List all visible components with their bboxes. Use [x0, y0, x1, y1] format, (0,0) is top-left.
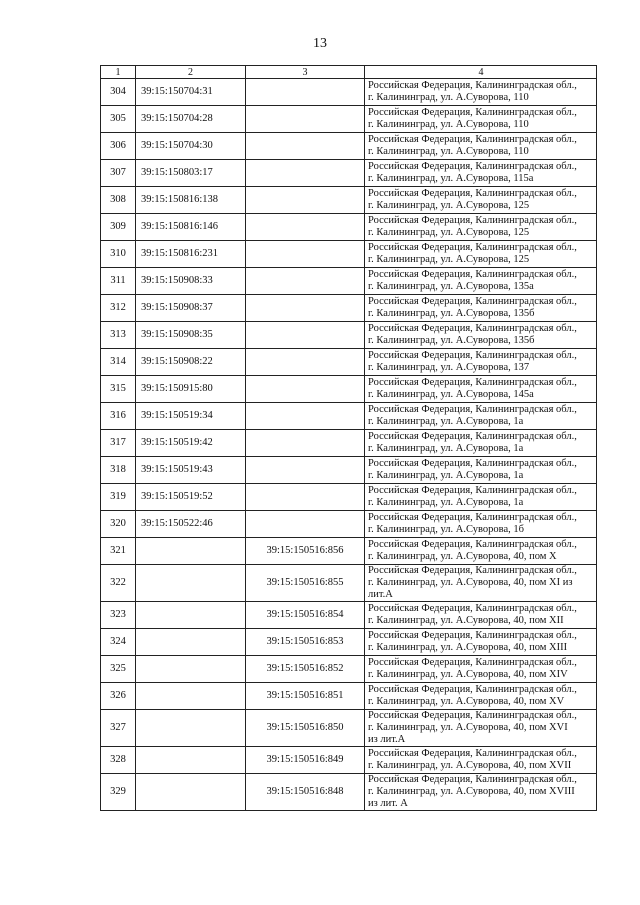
table-row: [101, 160, 597, 187]
address-cell: [365, 268, 597, 295]
address-cell: [365, 602, 597, 629]
table-row: [101, 403, 597, 430]
cadastral-number-col3: 39:15:150516:853: [246, 629, 365, 656]
address-line: г. Калининград, ул. А.Суворова, 1а: [368, 443, 524, 454]
address-line: Российская Федерация, Калининградская обл.,: [368, 377, 577, 388]
address-line: Российская Федерация, Калининградская обл.,: [368, 458, 577, 469]
row-number: 327: [101, 710, 136, 747]
header-col-2: 2: [136, 66, 246, 79]
address-line: г. Калининград, ул. А.Суворова, 110: [368, 92, 529, 103]
header-col-3: 3: [246, 66, 365, 79]
cadastral-number-col3: [246, 187, 365, 214]
cadastral-number-col2: [136, 538, 246, 565]
cadastral-number-col3: 39:15:150516:852: [246, 656, 365, 683]
cadastral-number-col3: [246, 457, 365, 484]
table-row: [101, 602, 597, 629]
address-cell: [365, 656, 597, 683]
address-line: г. Калининград, ул. А.Суворова, 40, пом XII: [368, 615, 564, 626]
row-number: 308: [101, 187, 136, 214]
address-line: Российская Федерация, Калининградская обл.,: [368, 404, 577, 415]
address-cell: [365, 565, 597, 602]
cadastral-number-col3: [246, 403, 365, 430]
cadastral-number-col2: 39:15:150519:43: [136, 457, 246, 484]
address-line: Российская Федерация, Калининградская обл.,: [368, 630, 577, 641]
table-row: [101, 683, 597, 710]
table-row: [101, 106, 597, 133]
cadastral-number-col2: 39:15:150519:52: [136, 484, 246, 511]
cadastral-number-col3: 39:15:150516:850: [246, 710, 365, 747]
address-line: г. Калининград, ул. А.Суворова, 135б: [368, 335, 535, 346]
address-line: г. Калининград, ул. А.Суворова, 40, пом XIV: [368, 669, 568, 680]
address-line: Российская Федерация, Калининградская обл.,: [368, 774, 577, 785]
row-number: 323: [101, 602, 136, 629]
address-line: Российская Федерация, Калининградская обл.,: [368, 188, 577, 199]
table-row: [101, 187, 597, 214]
address-cell: [365, 710, 597, 747]
table-row: [101, 656, 597, 683]
address-line: Российская Федерация, Калининградская обл.,: [368, 296, 577, 307]
table-row: [101, 511, 597, 538]
address-line: г. Калининград, ул. А.Суворова, 115а: [368, 173, 534, 184]
row-number: 315: [101, 376, 136, 403]
row-number: 313: [101, 322, 136, 349]
table-row: [101, 565, 597, 602]
address-line: г. Калининград, ул. А.Суворова, 1а: [368, 470, 524, 481]
address-line: г. Калининград, ул. А.Суворова, 145а: [368, 389, 534, 400]
row-number: 325: [101, 656, 136, 683]
address-cell: [365, 79, 597, 106]
address-cell: [365, 683, 597, 710]
row-number: 309: [101, 214, 136, 241]
address-cell: [365, 187, 597, 214]
cadastral-number-col3: [246, 430, 365, 457]
row-number: 310: [101, 241, 136, 268]
address-cell: [365, 403, 597, 430]
address-cell: [365, 322, 597, 349]
address-cell: [365, 295, 597, 322]
cadastral-number-col3: [246, 349, 365, 376]
address-line: г. Калининград, ул. А.Суворова, 40, пом XIII: [368, 642, 568, 653]
cadastral-number-col3: 39:15:150516:851: [246, 683, 365, 710]
table-row: [101, 484, 597, 511]
address-line: Российская Федерация, Калининградская обл.,: [368, 161, 577, 172]
row-number: 307: [101, 160, 136, 187]
cadastral-number-col2: 39:15:150908:37: [136, 295, 246, 322]
row-number: 304: [101, 79, 136, 106]
cadastral-number-col2: 39:15:150519:34: [136, 403, 246, 430]
cadastral-number-col2: [136, 565, 246, 602]
address-line: из лит.А: [368, 734, 406, 745]
address-cell: [365, 538, 597, 565]
table-row: [101, 295, 597, 322]
cadastral-number-col3: 39:15:150516:849: [246, 747, 365, 774]
address-line: Российская Федерация, Калининградская обл.,: [368, 323, 577, 334]
address-cell: [365, 376, 597, 403]
cadastral-number-col2: [136, 629, 246, 656]
cadastral-number-col2: [136, 710, 246, 747]
table-row: [101, 430, 597, 457]
table-row: [101, 268, 597, 295]
table-row: [101, 349, 597, 376]
address-cell: [365, 747, 597, 774]
address-cell: [365, 349, 597, 376]
cadastral-number-col3: [246, 484, 365, 511]
address-line: г. Калининград, ул. А.Суворова, 125: [368, 200, 530, 211]
row-number: 312: [101, 295, 136, 322]
cadastral-number-col2: [136, 774, 246, 811]
address-line: Российская Федерация, Калининградская обл.,: [368, 684, 577, 695]
cadastral-number-col2: 39:15:150704:28: [136, 106, 246, 133]
address-line: Российская Федерация, Калининградская обл.,: [368, 134, 577, 145]
address-line: г. Калининград, ул. А.Суворова, 40, пом XVI: [368, 722, 568, 733]
address-line: г. Калининград, ул. А.Суворова, 1б: [368, 524, 524, 535]
table-row: [101, 629, 597, 656]
cadastral-number-col3: [246, 295, 365, 322]
address-line: Российская Федерация, Калининградская обл.,: [368, 269, 577, 280]
address-line: лит.А: [368, 589, 393, 600]
cadastral-number-col3: 39:15:150516:855: [246, 565, 365, 602]
address-line: Российская Федерация, Калининградская обл.,: [368, 512, 577, 523]
address-cell: [365, 457, 597, 484]
address-line: г. Калининград, ул. А.Суворова, 1а: [368, 497, 524, 508]
address-line: г. Калининград, ул. А.Суворова, 40, пом X: [368, 551, 557, 562]
address-line: г. Калининград, ул. А.Суворова, 135б: [368, 308, 535, 319]
table-row: [101, 376, 597, 403]
cadastral-number-col2: [136, 747, 246, 774]
cadastral-number-col2: [136, 656, 246, 683]
cadastral-number-col2: 39:15:150522:46: [136, 511, 246, 538]
cadastral-number-col2: 39:15:150816:231: [136, 241, 246, 268]
address-line: г. Калининград, ул. А.Суворова, 135а: [368, 281, 534, 292]
address-cell: [365, 160, 597, 187]
table-row: [101, 710, 597, 747]
table-row: [101, 241, 597, 268]
cadastral-number-col2: 39:15:150915:80: [136, 376, 246, 403]
table-row: [101, 457, 597, 484]
address-cell: [365, 106, 597, 133]
row-number: 305: [101, 106, 136, 133]
cadastral-number-col3: [246, 106, 365, 133]
address-line: г. Калининград, ул. А.Суворова, 1а: [368, 416, 524, 427]
page-number: 13: [313, 36, 327, 51]
cadastral-number-col2: 39:15:150704:31: [136, 79, 246, 106]
row-number: 322: [101, 565, 136, 602]
address-line: Российская Федерация, Калининградская обл.,: [368, 350, 577, 361]
row-number: 321: [101, 538, 136, 565]
cadastral-number-col3: [246, 160, 365, 187]
cadastral-number-col2: [136, 683, 246, 710]
cadastral-number-col2: 39:15:150803:17: [136, 160, 246, 187]
table-row: [101, 747, 597, 774]
cadastral-number-col2: 39:15:150908:33: [136, 268, 246, 295]
address-line: Российская Федерация, Калининградская обл.,: [368, 565, 577, 576]
cadastral-number-col2: 39:15:150908:35: [136, 322, 246, 349]
row-number: 328: [101, 747, 136, 774]
cadastral-number-col2: 39:15:150704:30: [136, 133, 246, 160]
cadastral-number-col3: [246, 241, 365, 268]
row-number: 318: [101, 457, 136, 484]
table-row: [101, 538, 597, 565]
cadastral-number-col2: [136, 602, 246, 629]
table-row: [101, 133, 597, 160]
address-cell: [365, 774, 597, 811]
address-cell: [365, 133, 597, 160]
cadastral-number-col3: 39:15:150516:848: [246, 774, 365, 811]
row-number: 326: [101, 683, 136, 710]
table-row: [101, 79, 597, 106]
row-number: 306: [101, 133, 136, 160]
cadastral-number-col3: [246, 79, 365, 106]
cadastral-number-col2: 39:15:150816:146: [136, 214, 246, 241]
cadastral-number-col3: 39:15:150516:856: [246, 538, 365, 565]
address-line: Российская Федерация, Калининградская обл.,: [368, 603, 577, 614]
address-cell: [365, 484, 597, 511]
address-line: г. Калининград, ул. А.Суворова, 125: [368, 254, 530, 265]
address-line: Российская Федерация, Калининградская обл.,: [368, 242, 577, 253]
address-cell: [365, 511, 597, 538]
row-number: 317: [101, 430, 136, 457]
register-table: [100, 65, 597, 811]
address-line: г. Калининград, ул. А.Суворова, 40, пом XVII: [368, 760, 572, 771]
cadastral-number-col3: [246, 214, 365, 241]
row-number: 319: [101, 484, 136, 511]
address-line: г. Калининград, ул. А.Суворова, 40, пом XV: [368, 696, 565, 707]
address-line: г. Калининград, ул. А.Суворова, 40, пом XI из: [368, 577, 573, 588]
address-line: Российская Федерация, Калининградская обл.,: [368, 107, 577, 118]
address-line: Российская Федерация, Калининградская обл.,: [368, 539, 577, 550]
cadastral-number-col3: 39:15:150516:854: [246, 602, 365, 629]
address-line: Российская Федерация, Калининградская обл.,: [368, 80, 577, 91]
row-number: 311: [101, 268, 136, 295]
cadastral-number-col3: [246, 133, 365, 160]
cadastral-number-col2: 39:15:150519:42: [136, 430, 246, 457]
table-row: [101, 774, 597, 811]
row-number: 324: [101, 629, 136, 656]
address-line: Российская Федерация, Калининградская обл.,: [368, 431, 577, 442]
address-line: г. Калининград, ул. А.Суворова, 137: [368, 362, 530, 373]
address-line: г. Калининград, ул. А.Суворова, 110: [368, 119, 529, 130]
header-col-1: 1: [101, 66, 136, 79]
address-line: г. Калининград, ул. А.Суворова, 110: [368, 146, 529, 157]
address-line: из лит. А: [368, 798, 408, 809]
cadastral-number-col3: [246, 322, 365, 349]
address-line: Российская Федерация, Калининградская обл.,: [368, 748, 577, 759]
cadastral-number-col2: 39:15:150908:22: [136, 349, 246, 376]
cadastral-number-col3: [246, 268, 365, 295]
register-table-body: [101, 66, 597, 811]
header-col-4: 4: [365, 66, 597, 79]
row-number: 320: [101, 511, 136, 538]
row-number: 316: [101, 403, 136, 430]
address-cell: [365, 214, 597, 241]
table-header-row: [101, 66, 597, 79]
address-cell: [365, 629, 597, 656]
cadastral-number-col3: [246, 511, 365, 538]
cadastral-number-col3: [246, 376, 365, 403]
table-row: [101, 322, 597, 349]
address-cell: [365, 430, 597, 457]
address-cell: [365, 241, 597, 268]
address-line: Российская Федерация, Калининградская обл.,: [368, 710, 577, 721]
table-row: [101, 214, 597, 241]
row-number: 329: [101, 774, 136, 811]
address-line: Российская Федерация, Калининградская обл.,: [368, 657, 577, 668]
address-line: г. Калининград, ул. А.Суворова, 125: [368, 227, 530, 238]
address-line: г. Калининград, ул. А.Суворова, 40, пом XVIII: [368, 786, 575, 797]
address-line: Российская Федерация, Калининградская обл.,: [368, 485, 577, 496]
cadastral-number-col2: 39:15:150816:138: [136, 187, 246, 214]
address-line: Российская Федерация, Калининградская обл.,: [368, 215, 577, 226]
row-number: 314: [101, 349, 136, 376]
